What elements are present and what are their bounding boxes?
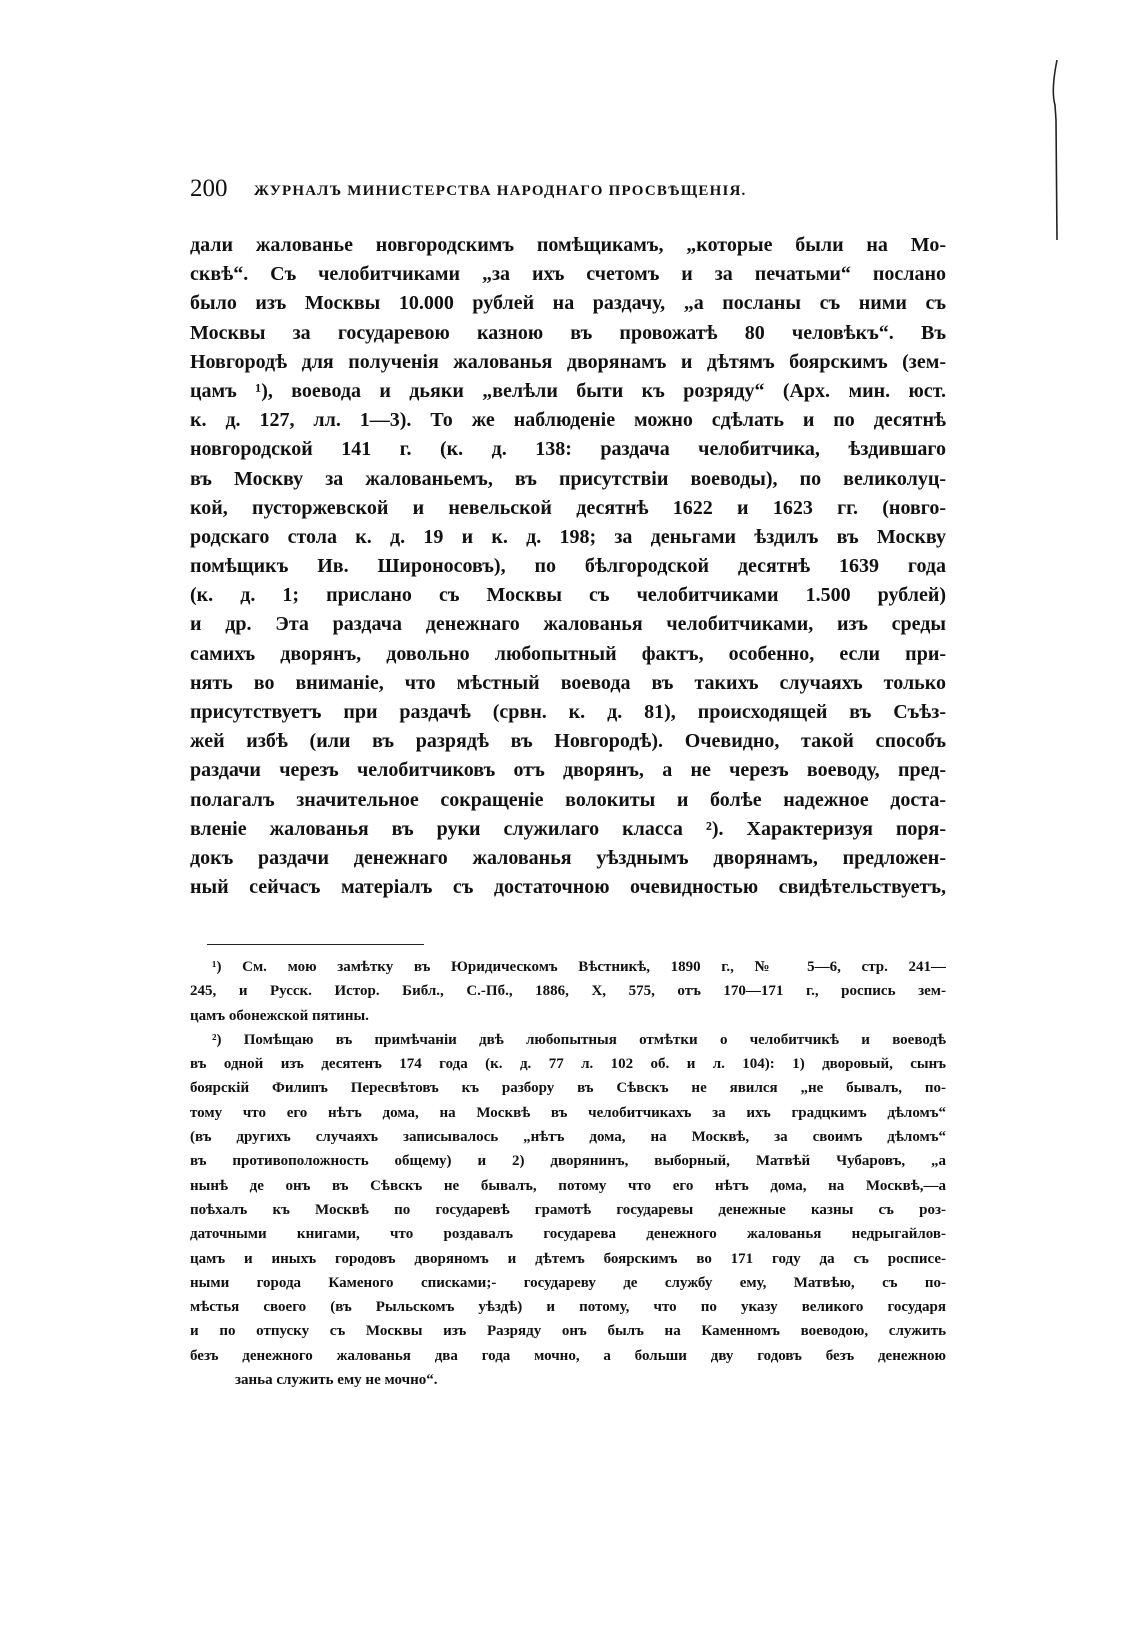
- text-line: докъ раздачи денежнаго жалованья уѣзднымъ дворянамъ, предложен-: [190, 846, 946, 869]
- text-line: кой, пусторжевской и невельской десятнѣ 1622 и 1623 гг. (новго-: [190, 496, 946, 519]
- text-line: к. д. 127, лл. 1—3). То же наблюденіе можно сдѣлать и по десятнѣ: [190, 409, 946, 432]
- text-line: помѣщикъ Ив. Широносовъ), по бѣлгородской десятнѣ 1639 года: [190, 555, 946, 578]
- footnote-divider: [207, 944, 424, 945]
- footnote-line: тому что его нѣтъ дома, на Москвѣ въ челобитчикахъ за ихъ градцкимъ дѣломъ“: [190, 1104, 946, 1121]
- footnote-line: ²) Помѣщаю въ примѣчаніи двѣ любопытныя отмѣтки о челобитчикѣ и воеводѣ: [212, 1031, 946, 1048]
- text-line: было изъ Москвы 10.000 рублей на раздачу, „а посланы съ ними съ: [190, 292, 946, 315]
- text-line: вленіе жалованья въ руки служилаго класса ²). Характеризуя поря-: [190, 817, 946, 840]
- running-title: ЖУРНАЛЪ МИНИСТЕРСТВА НАРОДНАГО ПРОСВѢЩЕНІЯ.: [254, 183, 747, 199]
- main-text: [190, 231, 946, 902]
- text-line: самихъ дворянъ, довольно любопытный фактъ, особенно, если при-: [190, 642, 946, 665]
- text-line: (к. д. 1; прислано съ Москвы съ челобитчиками 1.500 рублей): [190, 584, 946, 607]
- page-number: 200: [190, 175, 228, 202]
- footnotes: [190, 955, 946, 1392]
- footnote-line: безъ денежного жалованья два года мочно, а больши дву годовъ безъ денежною: [190, 1347, 946, 1364]
- footnote-line: поѣхалъ къ Москвѣ по государевѣ грамотѣ государевы денежные казны съ роз-: [190, 1201, 946, 1218]
- text-line: полагалъ значительное сокращеніе волокиты и болѣе надежное доста-: [190, 788, 946, 811]
- text-line: жей избѣ (или въ разрядѣ въ Новгородѣ). Очевидно, такой способъ: [190, 730, 946, 753]
- text-line: и др. Эта раздача денежнаго жалованья челобитчиками, изъ среды: [190, 613, 946, 636]
- text-line: сквѣ“. Съ челобитчиками „за ихъ счетомъ и за печатьми“ послано: [190, 263, 946, 286]
- text-line: Новгородѣ для полученія жалованья дворянамъ и дѣтямъ боярскимъ (зем-: [190, 350, 946, 373]
- footnote-line: въ одной изъ десятенъ 174 года (к. д. 77 л. 102 об. и л. 104): 1) дворовый, сынъ: [190, 1056, 946, 1073]
- footnote-line: мѣстья своего (въ Рыльскомъ уѣздѣ) и потому, что по указу великого государя: [190, 1299, 946, 1316]
- footnote-line: цамъ обонежской пятины.: [190, 1007, 369, 1024]
- text-line: въ Москву за жалованьемъ, въ присутствіи воеводы), по великолуц-: [190, 467, 946, 490]
- text-line: новгородской 141 г. (к. д. 138: раздача челобитчика, ѣздившаго: [190, 438, 946, 461]
- footnote-line: заньа служить ему не мочно“.: [235, 1372, 438, 1389]
- footnote-line: (въ другихъ случаяхъ записывалось „нѣтъ дома, на Москвѣ, за своимъ дѣломъ“: [190, 1129, 946, 1146]
- footnote-line: цамъ и иныхъ городовъ дворяномъ и дѣтемъ боярскимъ во 171 году да съ росписе-: [190, 1250, 946, 1267]
- text-line: цамъ ¹), воевода и дьяки „велѣли быти къ розряду“ (Арх. мин. юст.: [190, 379, 946, 402]
- footnote-line: 245, и Русск. Истор. Библ., С.-Пб., 1886, X, 575, отъ 170—171 г., роспись зем-: [190, 983, 946, 1000]
- page-header: [190, 175, 940, 211]
- footnote-line: ¹) См. мою замѣтку въ Юридическомъ Вѣстникѣ, 1890 г., № 5—6, стр. 241—: [212, 959, 946, 975]
- footnote-line: и по отпуску съ Москвы изъ Разряду онъ былъ на Каменномъ воеводою, служить: [190, 1323, 946, 1340]
- page-edge-mark: [1050, 60, 1064, 240]
- footnote-line: нынѣ де онъ въ Сѣвскъ не бывалъ, потому что его нѣтъ дома, на Москвѣ,—а: [190, 1177, 946, 1194]
- footnote-line: боярскій Филипъ Пересвѣтовъ къ разбору въ Сѣвскъ не явился „не бывалъ, по-: [190, 1080, 946, 1097]
- text-line: родскаго стола к. д. 19 и к. д. 198; за деньгами ѣздилъ въ Москву: [190, 525, 946, 548]
- footnote-line: въ противоположность общему) и 2) дворянинъ, выборный, Матвѣй Чубаровъ, „а: [190, 1153, 946, 1170]
- text-line: ный сейчасъ матеріалъ съ достаточною очевидностью свидѣтельствуетъ,: [190, 876, 946, 899]
- text-line: Москвы за государевою казною въ провожатѣ 80 человѣкъ“. Въ: [190, 321, 946, 344]
- footnote-line: даточными книгами, что роздавалъ государева денежного жалованья недрыгайлов-: [190, 1226, 946, 1243]
- text-line: присутствуетъ при раздачѣ (срвн. к. д. 81), происходящей въ Съѣз-: [190, 701, 946, 723]
- text-line: нять во вниманіе, что мѣстный воевода въ такихъ случаяхъ только: [190, 671, 946, 694]
- footnote-line: ными города Каменого списками;- государеву де службу ему, Матвѣю, съ по-: [190, 1274, 946, 1291]
- text-line: дали жалованье новгородскимъ помѣщикамъ, „которые были на Мо-: [190, 234, 946, 256]
- text-line: раздачи черезъ челобитчиковъ отъ дворянъ, а не черезъ воеводу, пред-: [190, 759, 946, 782]
